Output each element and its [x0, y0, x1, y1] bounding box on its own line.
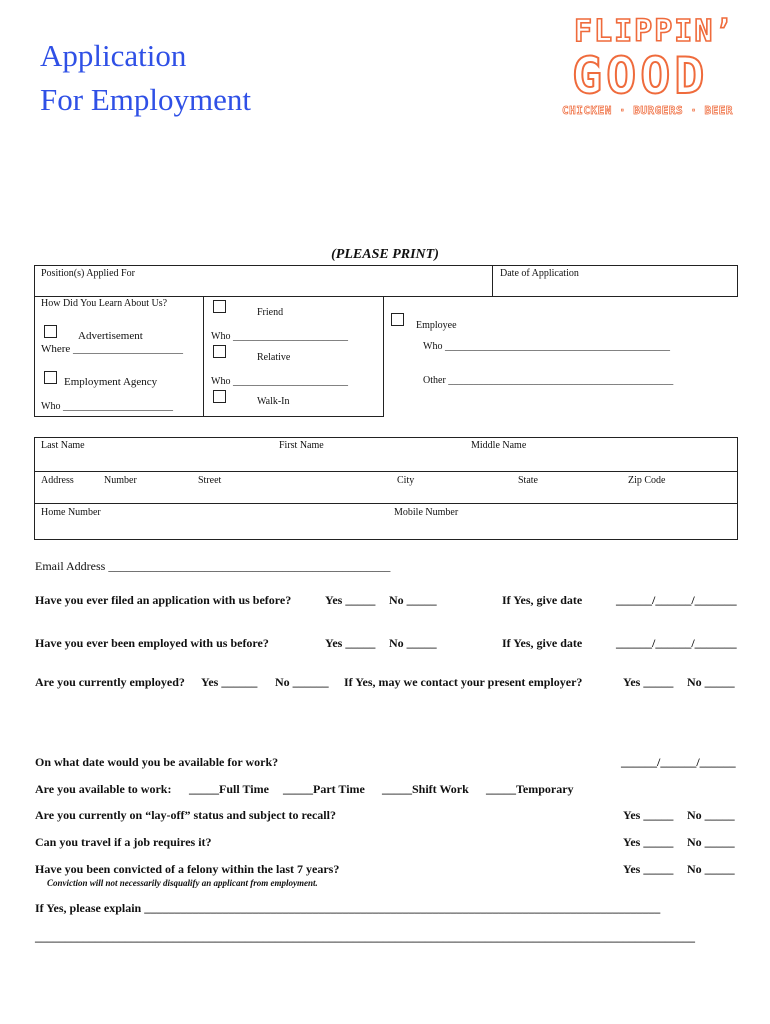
employed-no-field[interactable]: No _____ [389, 636, 437, 650]
other-line[interactable]: Other _____________________________________________ [423, 375, 674, 386]
home-number-label: Home Number [41, 507, 101, 518]
employment-agency-label: Employment Agency [64, 376, 158, 388]
available-to-work-question: Are you available to work: [35, 782, 172, 796]
layoff-question: Are you currently on “lay-off” status and subject to recall? [35, 808, 336, 822]
middle-name-label: Middle Name [471, 440, 527, 451]
please-print-label: (PLEASE PRINT) [331, 247, 439, 262]
state-label: State [518, 475, 538, 486]
logo-good: GOOD [572, 47, 709, 105]
felony-yes-field[interactable]: Yes _____ [623, 862, 674, 876]
currently-employed-no-field[interactable]: No ______ [275, 675, 329, 689]
city-label: City [397, 475, 415, 486]
zip-code-label: Zip Code [628, 475, 666, 486]
flippin-good-logo [562, 14, 742, 118]
employed-date-field[interactable]: ______/______/_______ [616, 636, 737, 650]
employee-checkbox[interactable] [391, 313, 404, 326]
who-relative-line[interactable]: Who _______________________ [211, 376, 348, 387]
first-name-label: First Name [279, 440, 324, 451]
felony-disclaimer: Conviction will not necessarily disqualify an applicant from employment. [47, 878, 318, 888]
who-employee-line[interactable]: Who _____________________________________________ [423, 341, 670, 352]
available-date-field[interactable]: ______/______/______ [621, 755, 736, 769]
email-address-line[interactable]: Email Address _______________________________________________ [35, 559, 391, 573]
filed-no-field[interactable]: No _____ [389, 593, 437, 607]
filed-if-yes-label: If Yes, give date [502, 593, 583, 607]
form-title [40, 34, 251, 122]
layoff-no-field[interactable]: No _____ [687, 808, 735, 822]
logo-tagline: CHICKEN · BURGERS · BEER [562, 104, 733, 117]
advertisement-checkbox[interactable] [44, 325, 57, 338]
full-time-field[interactable]: _____Full Time [189, 782, 269, 796]
employee-label: Employee [416, 320, 457, 331]
title-line-1: Application [40, 38, 187, 73]
mobile-number-label: Mobile Number [394, 507, 459, 518]
layoff-yes-field[interactable]: Yes _____ [623, 808, 674, 822]
felony-question: Have you been convicted of a felony within the last 7 years? [35, 862, 340, 876]
street-label: Street [198, 475, 222, 486]
filed-yes-field[interactable]: Yes _____ [325, 593, 376, 607]
employed-yes-field[interactable]: Yes _____ [325, 636, 376, 650]
phone-box [34, 503, 738, 540]
contact-employer-question: If Yes, may we contact your present employer? [344, 675, 583, 689]
name-box [34, 437, 738, 472]
date-of-application-input[interactable] [496, 280, 736, 295]
advertisement-label: Advertisement [78, 330, 143, 342]
logo-flippin: FLIPPIN’ [574, 14, 735, 49]
learn-about-us-label: How Did You Learn About Us? [41, 298, 168, 309]
walkin-checkbox[interactable] [213, 390, 226, 403]
relative-label: Relative [257, 352, 291, 363]
position-applied-input[interactable] [36, 280, 490, 295]
currently-employed-question: Are you currently employed? [35, 675, 185, 689]
available-date-question: On what date would you be available for work? [35, 755, 279, 769]
last-name-label: Last Name [41, 440, 85, 451]
date-of-application-label: Date of Application [500, 268, 579, 279]
walkin-label: Walk-In [257, 396, 290, 407]
employment-agency-checkbox[interactable] [44, 371, 57, 384]
currently-employed-yes-field[interactable]: Yes ______ [201, 675, 258, 689]
employed-if-yes-label: If Yes, give date [502, 636, 583, 650]
contact-employer-yes-field[interactable]: Yes _____ [623, 675, 674, 689]
learn-about-us-divider [203, 296, 204, 417]
who-friend-line[interactable]: Who _______________________ [211, 331, 348, 342]
address-label: Address [41, 475, 74, 486]
filed-before-question: Have you ever filed an application with us before? [35, 593, 292, 607]
filed-date-field[interactable]: ______/______/_______ [616, 593, 737, 607]
learn-about-us-box [34, 296, 384, 417]
shift-work-field[interactable]: _____Shift Work [382, 782, 469, 796]
title-line-2: For Employment [40, 82, 251, 117]
part-time-field[interactable]: _____Part Time [283, 782, 365, 796]
explain-line[interactable]: If Yes, please explain ______________________________________________________________________________________ [35, 901, 661, 915]
contact-employer-no-field[interactable]: No _____ [687, 675, 735, 689]
position-date-divider [492, 265, 493, 297]
travel-question: Can you travel if a job requires it? [35, 835, 212, 849]
where-line[interactable]: Where ____________________ [41, 343, 184, 355]
position-applied-label: Position(s) Applied For [41, 268, 135, 279]
felony-no-field[interactable]: No _____ [687, 862, 735, 876]
employed-before-question: Have you ever been employed with us before? [35, 636, 269, 650]
relative-checkbox[interactable] [213, 345, 226, 358]
friend-checkbox[interactable] [213, 300, 226, 313]
explain-line-2[interactable]: ______________________________________________________________________________________________________________ [35, 930, 695, 944]
number-label: Number [104, 475, 137, 486]
travel-yes-field[interactable]: Yes _____ [623, 835, 674, 849]
temporary-field[interactable]: _____Temporary [486, 782, 574, 796]
friend-label: Friend [257, 307, 284, 318]
travel-no-field[interactable]: No _____ [687, 835, 735, 849]
who-agency-line[interactable]: Who ______________________ [41, 401, 173, 412]
